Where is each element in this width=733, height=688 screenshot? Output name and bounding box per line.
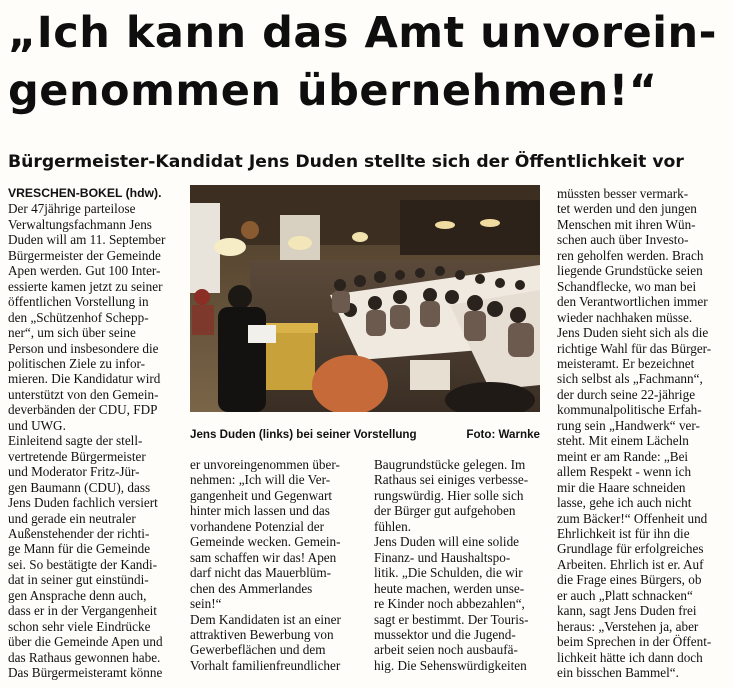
text-line: hinter mich lassen und das (190, 503, 330, 519)
text-line: und UWG. (8, 417, 66, 433)
text-line: ge Mann für die Gemeinde (8, 541, 151, 557)
text-line: richtige Wahl für das Bürger- (557, 340, 712, 356)
text-line: Rathaus sei einiges verbesse- (374, 472, 529, 488)
text-line: kommunalpolitische Erfah- (557, 402, 702, 418)
text-line: gangenheit und Gegenwart (190, 487, 333, 503)
text-line: allem Respekt - wenn ich (557, 464, 692, 480)
text-line: essierte kamen jetzt zu seiner (8, 278, 163, 294)
text-line: kann, sagt Jens Duden frei (557, 603, 697, 619)
text-line: ner“, um sich über seine (8, 325, 136, 341)
text-line: unterstützt von den Gemein- (8, 386, 159, 402)
text-line: sein!“ (190, 596, 222, 612)
text-line: Ehrlichkeit ist für ihn die (557, 525, 690, 541)
text-line: Jens Duden fachlich versiert (8, 495, 158, 511)
text-line: Arbeiten. Ehrlich ist er. Auf (557, 556, 704, 572)
text-line: Der 47jährige parteilose (8, 201, 136, 217)
text-line: rungswürdig. Hier solle sich (374, 487, 524, 503)
text-line: vorhandene Potenzial der (190, 518, 325, 534)
text-line: ren geholfen werden. Brach (557, 247, 704, 263)
text-line: beim Sprechen in der Öffent- (557, 634, 712, 650)
text-line: Schandflecke, wo man bei (557, 278, 697, 294)
text-line: nehmen: „Ich will die Ver- (190, 472, 331, 488)
text-line: gen Baumann (CDU), dass (8, 479, 151, 495)
text-line: er unvoreingenommen über- (190, 457, 340, 472)
text-line: schen auch über Investo- (557, 232, 689, 248)
text-line: lasse, gehe ich auch nicht (557, 495, 692, 511)
text-line: heute machen, werden unse- (374, 580, 525, 596)
text-line: Dem Kandidaten ist an einer (190, 611, 341, 627)
text-line: den Verantwortlichen immer (557, 294, 708, 310)
text-line: deverbänden der CDU, FDP (8, 402, 158, 418)
text-line: heraus: „Verstehen ja, aber (557, 618, 699, 634)
text-line: der durch seine 22-jährige (557, 386, 696, 402)
text-line: Duden will am 11. September (8, 232, 166, 248)
text-line: liegende Grundstücke seien (557, 263, 703, 279)
text-line: öffentlichen Vorstellung in (8, 294, 149, 310)
text-line: Gewerbeflächen und dem (190, 642, 326, 658)
text-line: mussektor und die Jugend- (374, 626, 516, 642)
text-line: mir die Haare schneiden (557, 479, 686, 495)
text-line: lichkeit hätte ich dann doch (557, 649, 703, 665)
text-line: und Moderator Fritz-Jür- (8, 464, 140, 480)
headline (8, 4, 728, 120)
text-line: schon sehr viele Eindrücke (8, 618, 151, 634)
event-photo-image (190, 185, 540, 412)
text-line: litik. „Die Schulden, die wir (374, 565, 523, 581)
text-line: re Kinder noch abbezahlen“, (374, 596, 525, 612)
text-line: fühlen. (374, 518, 411, 534)
article-column-1 (8, 186, 165, 681)
text-line: Vorhalt familienfreundlicher (190, 657, 341, 673)
headline-line-1: „Ich kann das Amt unvorein- (8, 8, 717, 58)
text-line: sich selbst als „Fachmann“, (557, 371, 703, 387)
photo-caption: Jens Duden (links) bei seiner Vorstellung (190, 428, 417, 441)
headline-line-2: genommen übernehmen!“ (8, 66, 658, 116)
text-line: und gerade ein neutraler (8, 510, 136, 526)
article-column-3 (374, 457, 529, 673)
text-line: ein bisschen Bammel“. (557, 665, 679, 681)
text-line: dat in seiner gut einstündi- (8, 572, 149, 588)
text-line: tet werden und den jungen (557, 201, 697, 217)
text-line: über die Gemeinde Apen und (8, 634, 163, 650)
text-line: Person und insbesondere die (8, 340, 159, 356)
text-line: Das Bürgermeisteramt könne (8, 665, 163, 681)
text-line: Einleitend sagte der stell- (8, 433, 143, 449)
text-line: Menschen mit ihren Wün- (557, 216, 696, 232)
text-line: gen Ansprache denn auch, (8, 587, 147, 603)
dateline: VRESCHEN-BOKEL (hdw). (8, 186, 162, 200)
text-line: attraktiven Bewerbung von (190, 626, 334, 642)
text-line: sagt er bestimmt. Der Touris- (374, 611, 529, 627)
text-line: zum Bäcker!“ Offenheit und (557, 510, 708, 526)
text-line: meisteramt. Er bezeichnet (557, 355, 695, 371)
text-line: Baugrundstücke gelegen. Im (374, 457, 526, 472)
subheadline: Bürgermeister-Kandidat Jens Duden stellte sich der Öffentlichkeit vor (8, 152, 684, 172)
text-line: das Rathaus gewonnen habe. (8, 649, 161, 665)
text-line: Bürgermeister der Gemeinde (8, 247, 161, 263)
text-line: arbeit seien noch ausbaufä- (374, 642, 518, 658)
event-photo (190, 185, 540, 412)
text-line: politischen Ziele zu infor- (8, 355, 146, 371)
text-line: den „Schützenhof Schepp- (8, 309, 149, 325)
text-line: er auch „Platt schnacken“ (557, 587, 693, 603)
text-line: chen des Ammerlandes (190, 580, 313, 596)
text-line: meint er am Rande: „Bei (557, 448, 689, 464)
text-line: mieren. Die Kandidatur wird (8, 371, 161, 387)
text-line: Grundlage für erfolgreiches (557, 541, 704, 557)
text-line: Finanz- und Haushaltspo- (374, 549, 511, 565)
text-line: der Bürger gut aufgehoben (374, 503, 516, 519)
text-line: Jens Duden will eine solide (374, 534, 520, 550)
text-line: die Frage eines Bürgers, ob (557, 572, 702, 588)
text-line: Verwaltungsfachmann Jens (8, 216, 152, 232)
text-line: wieder nachhaken müsse. (557, 309, 693, 325)
text-line: dass er in der Vergangenheit (8, 603, 157, 619)
text-line: hig. Die Sehenswürdigkeiten (374, 657, 527, 673)
text-line: darf nicht das Mauerblüm- (190, 565, 331, 581)
text-line: Gemeinde wecken. Gemein- (190, 534, 341, 550)
text-line: rung sein „Handwerk“ ver- (557, 417, 700, 433)
photo-credit: Foto: Warnke (466, 428, 540, 441)
text-line: Außenstehender der richti- (8, 525, 150, 541)
text-line: steht. Mit einem Lächeln (557, 433, 689, 449)
text-line: vertretende Bürgermeister (8, 448, 146, 464)
text-line: müssten besser vermark- (557, 186, 689, 201)
text-line: Jens Duden sieht sich als die (557, 325, 709, 341)
article-column-2 (190, 457, 341, 673)
article-column-4 (557, 186, 711, 681)
text-line: Apen werden. Gut 100 Inter- (8, 263, 161, 279)
text-line: sam schaffen wir das! Apen (190, 549, 337, 565)
text-line: sei. So bestätigte der Kandi- (8, 556, 158, 572)
